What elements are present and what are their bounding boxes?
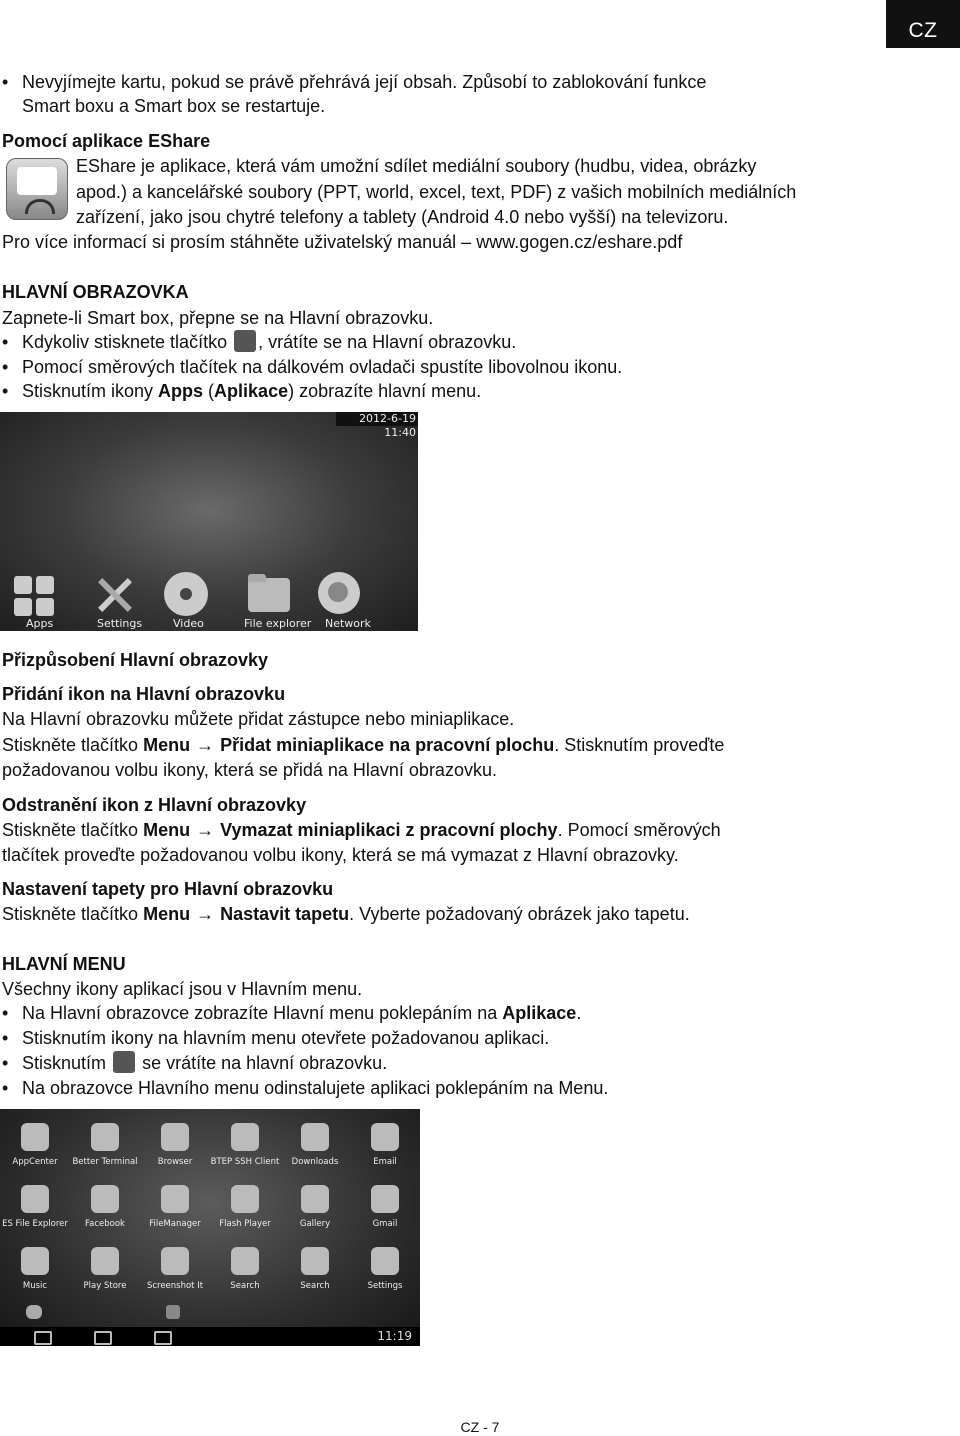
app-filemanager: FileManager [140, 1181, 210, 1241]
menu-bullet-1: • Na Hlavní obrazovce zobrazíte Hlavní menu poklepáním na Aplikace. [2, 1001, 581, 1026]
app-better-terminal: Better Terminal [70, 1119, 140, 1179]
music-icon [21, 1247, 49, 1275]
better-terminal-icon [91, 1123, 119, 1151]
dock-label-settings: Settings [97, 617, 143, 630]
add-icons-text-3: požadovanou volbu ikony, která se přidá na Hlavní obrazovku. [2, 760, 497, 780]
eshare-text-1: EShare je aplikace, která vám umožní sdílet mediální soubory (hudbu, videa, obrázky [76, 156, 757, 176]
home-intro: Zapnete-li Smart box, přepne se na Hlavní obrazovku. [2, 308, 434, 328]
home-bullet-2: • Pomocí směrových tlačítek na dálkovém ovladači spustíte libovolnou ikonu. [2, 355, 622, 380]
status-time: 11:19 [377, 1329, 412, 1343]
eshare-text-2: apod.) a kancelářské soubory (PPT, world, excel, text, PDF) z vašich mobilních mediálních [76, 182, 797, 202]
downloads-icon [301, 1123, 329, 1151]
app-icon-partial [166, 1305, 180, 1319]
recent-apps-icon [154, 1331, 172, 1345]
eshare-title: Pomocí aplikace EShare [2, 131, 211, 151]
app-facebook: Facebook [70, 1181, 140, 1241]
email-icon [371, 1123, 399, 1151]
home-icon [113, 1051, 135, 1073]
screenshot-it-icon [161, 1247, 189, 1275]
dock-label-file-explorer: File explorer [244, 617, 312, 630]
back-icon [34, 1331, 52, 1345]
arrow-icon: → [196, 904, 215, 924]
app-downloads: Downloads [280, 1119, 350, 1179]
search-icon [231, 1247, 259, 1275]
app-music: Music [0, 1243, 70, 1303]
page-number: CZ - 7 [460, 1419, 500, 1435]
dock-label-video: Video [173, 617, 204, 630]
dock-label-network: Network [325, 617, 371, 630]
settings-icon [371, 1247, 399, 1275]
remove-icons-text-2: tlačítek proveďte požadovanou volbu ikony, která se má vymazat z Hlavní obrazovky. [2, 845, 679, 865]
arrow-icon: → [196, 820, 215, 840]
app-google-search: Search [280, 1243, 350, 1303]
menu-title: HLAVNÍ MENU [2, 954, 126, 974]
home-title: HLAVNÍ OBRAZOVKA [2, 282, 189, 302]
remove-icons-text-1: Stiskněte tlačítko Menu → Vymazat miniaplikaci z pracovní plochy. Pomocí směrových [2, 818, 721, 843]
appcenter-icon [21, 1123, 49, 1151]
app-search: Search [210, 1243, 280, 1303]
video-icon [160, 572, 210, 616]
language-tab: CZ [886, 0, 960, 48]
custom-title: Přizpůsobení Hlavní obrazovky [2, 650, 269, 670]
apps-icon [12, 572, 62, 616]
home-bullet-1: • Kdykoliv stisknete tlačítko , vrátíte se na Hlavní obrazovku. [2, 330, 516, 355]
add-icons-title: Přidání ikon na Hlavní obrazovku [2, 684, 286, 704]
menu-bullet-2: • Stisknutím ikony na hlavním menu otevřete požadovanou aplikaci. [2, 1026, 549, 1051]
app-play-store: Play Store [70, 1243, 140, 1303]
home-nav-icon [94, 1331, 112, 1345]
eshare-app-icon [6, 158, 68, 220]
wallpaper-title: Nastavení tapety pro Hlavní obrazovku [2, 879, 334, 899]
intro-bullet-cont: Smart boxu a Smart box se restartuje. [22, 96, 326, 116]
gallery-icon [301, 1185, 329, 1213]
btep-ssh-client-icon [231, 1123, 259, 1151]
facebook-icon [91, 1185, 119, 1213]
settings-icon [92, 572, 142, 616]
dock-label-apps: Apps [26, 617, 54, 630]
google-search-icon [301, 1247, 329, 1275]
home-screen-screenshot [0, 412, 418, 631]
app-flash-player: Flash Player [210, 1181, 280, 1241]
intro-bullet: • Nevyjímejte kartu, pokud se právě přehrává její obsah. Způsobí to zablokování funkce [2, 70, 706, 95]
clock: 2012-6-19 11:40 [336, 412, 418, 426]
app-email: Email [350, 1119, 420, 1179]
menu-intro: Všechny ikony aplikací jsou v Hlavním menu. [2, 979, 363, 999]
gmail-icon [371, 1185, 399, 1213]
main-menu-screenshot [0, 1109, 420, 1346]
home-icon [234, 330, 256, 352]
home-bullet-3: • Stisknutím ikony Apps (Aplikace) zobrazíte hlavní menu. [2, 379, 481, 404]
add-icons-text-2: Stiskněte tlačítko Menu → Přidat miniaplikace na pracovní plochu. Stisknutím proveďte [2, 733, 724, 758]
app-gmail: Gmail [350, 1181, 420, 1241]
navigation-bar [0, 1327, 420, 1346]
twitter-icon [26, 1305, 42, 1319]
app-browser: Browser [140, 1119, 210, 1179]
play-store-icon [91, 1247, 119, 1275]
eshare-text-4: Pro více informací si prosím stáhněte uživatelský manuál – www.gogen.cz/eshare.pdf [2, 232, 683, 252]
app-screenshot-it: Screenshot It [140, 1243, 210, 1303]
network-icon [316, 572, 366, 616]
browser-icon [161, 1123, 189, 1151]
menu-bullet-3: • Stisknutím se vrátíte na hlavní obrazovku. [2, 1051, 387, 1076]
arrow-icon: → [196, 735, 215, 755]
file-explorer-icon [246, 572, 296, 616]
filemanager-icon [161, 1185, 189, 1213]
app-appcenter: AppCenter [0, 1119, 70, 1179]
wallpaper-text: Stiskněte tlačítko Menu → Nastavit tapetu. Vyberte požadovaný obrázek jako tapetu. [2, 902, 690, 927]
app-btep-ssh-client: BTEP SSH Client [210, 1119, 280, 1179]
app-es-file-explorer: ES File Explorer [0, 1181, 70, 1241]
app-settings: Settings [350, 1243, 420, 1303]
es-file-explorer-icon [21, 1185, 49, 1213]
eshare-text-3: zařízení, jako jsou chytré telefony a tablety (Android 4.0 nebo vyšší) na televizoru. [76, 207, 729, 227]
add-icons-text-1: Na Hlavní obrazovku můžete přidat zástupce nebo miniaplikace. [2, 709, 515, 729]
menu-bullet-4: • Na obrazovce Hlavního menu odinstalujete aplikaci poklepáním na Menu. [2, 1076, 608, 1101]
flash-player-icon [231, 1185, 259, 1213]
app-gallery: Gallery [280, 1181, 350, 1241]
remove-icons-title: Odstranění ikon z Hlavní obrazovky [2, 795, 307, 815]
